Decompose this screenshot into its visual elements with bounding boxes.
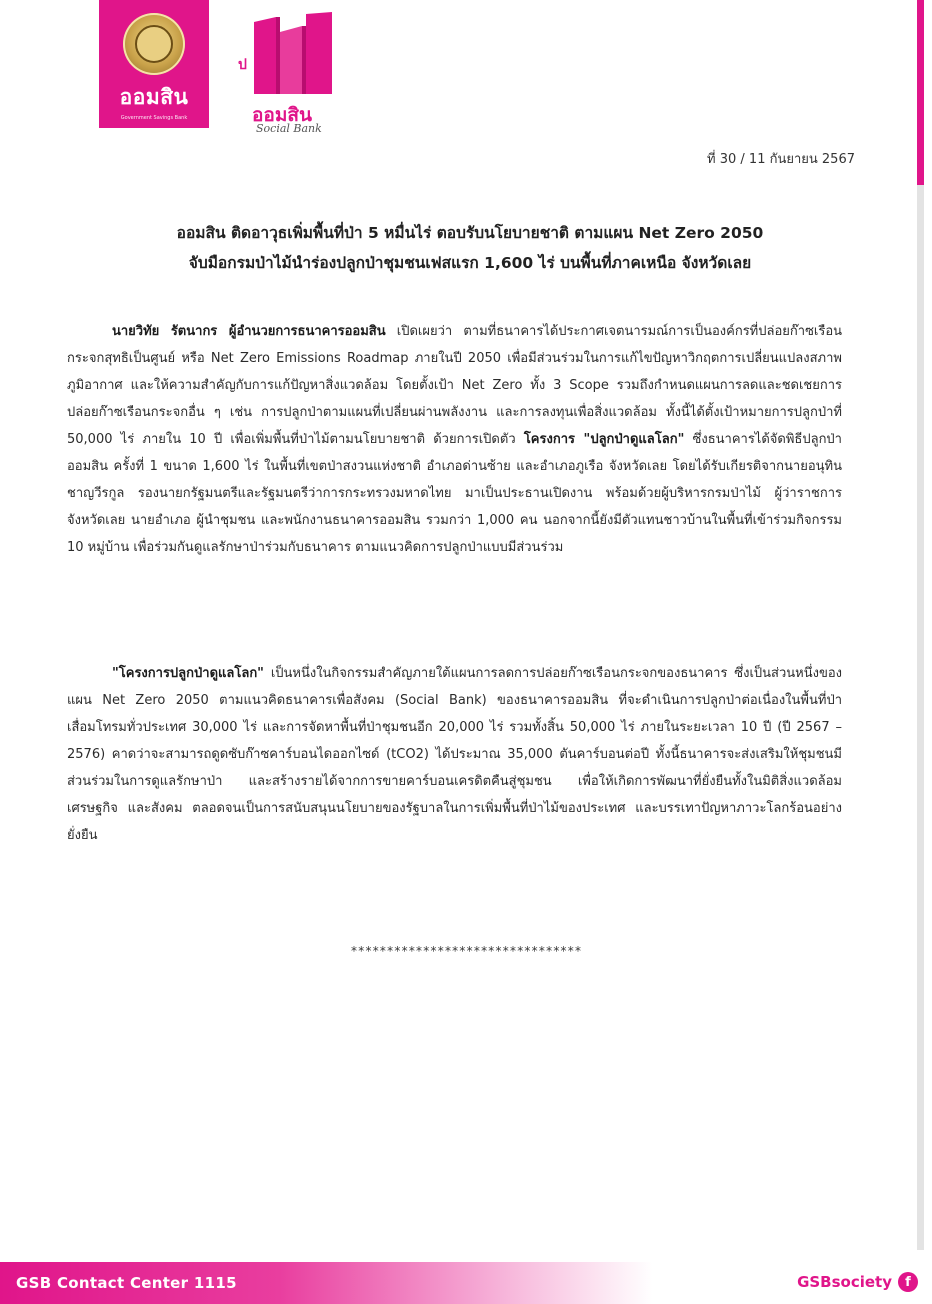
logo-wordmark: ออมสิน <box>119 85 189 109</box>
social-handle-text: GSBsociety <box>797 1273 892 1291</box>
social-bank-mark-icon <box>236 12 346 102</box>
project-name: โครงการ "ปลูกป่าดูแลโลก" <box>523 432 685 447</box>
body-paragraph-2 <box>67 660 842 849</box>
social-handle[interactable] <box>797 1272 918 1292</box>
social-logo-mark: ป <box>238 57 247 73</box>
end-separator: ******************************** <box>350 944 582 958</box>
gsb-logo <box>99 0 209 128</box>
royal-seal-icon <box>123 13 185 75</box>
edge-divider-bar <box>917 185 924 1250</box>
paragraph-text-2: เป็นหนึ่งในกิจกรรมสำคัญภายใต้แผนการลดการปล่อยก๊าซเรือนกระจกของธนาคาร ซึ่งเป็นส่วนหนึ่งของแผน Net Zero 2050 ตามแนวคิดธนาคารเพื่อสังคม (Social Bank) ของธนาคารออมสิน ที่จะดำเนินการปลูกป่าต่อเนื่องในพื้นที่ป่าเสื่อมโทรมทั่วประเทศ 30,000 ไร่ และการจัดหาพื้นที่ป่าชุมชนอีก 20,000 ไร่ รวมทั้งสิ้น 50,000 ไร่ ภายในระยะเวลา 10 ปี (ปี 2567 – 2576) คาดว่าจะสามารถดูดซับก๊าซคาร์บอนไดออกไซด์ (tCO2) ได้ประมาณ 35,000 ตันคาร์บอนต่อปี ทั้งนี้ธนาคารจะส่งเสริมให้ชุมชนมีส่วนร่วมในการดูแลรักษาป่า และสร้างรายได้จากการขายคาร์บอนเครดิตคืนสู่ชุมชน เพื่อให้เกิดการพัฒนาที่ยั่งยืนทั้งในมิติสิ่งแวดล้อม เศรษฐกิจ และสังคม ตลอดจนเป็นการสนับสนุนนโยบายของรัฐบาลในการเพิ่มพื้นที่ป่าไม้ของประเทศ และบรรเทาปัญหาภาวะโลกร้อนอย่างยั่งยืน <box>67 666 842 843</box>
footer-bar <box>0 1262 932 1304</box>
social-logo-script: Social Bank <box>256 122 322 135</box>
social-bank-logo <box>236 12 346 137</box>
facebook-icon[interactable]: f <box>898 1272 918 1292</box>
social-logo-wordmark: ออมสิน <box>252 104 312 126</box>
paragraph-text-cont: ซึ่งธนาคารได้จัดพิธีปลูกป่าออมสิน ครั้งที่ 1 ขนาด 1,600 ไร่ ในพื้นที่เขตป่าสงวนแห่งชาติ อำเภอด่านซ้าย และอำเภอภูเรือ จังหวัดเลย โดยได้รับเกียรติจากนายอนุทิน ชาญวีรกูล รองนายกรัฐมนตรีและรัฐมนตรีว่าการกระทรวงมหาดไทย มาเป็นประธานเปิดงาน พร้อมด้วยผู้บริหารกรมป่าไม้ ผู้ว่าราชการจังหวัดเลย นายอำเภอ ผู้นำชุมชน และพนักงานธนาคารออมสิน รวมกว่า 1,000 คน นอกจากนี้ยังมีตัวแทนชาวบ้านในพื้นที่เข้าร่วมกิจกรรม 10 หมู่บ้าน เพื่อร่วมกันดูแลรักษาป่าร่วมกับธนาคาร ตามแนวคิดการปลูกป่าแบบมีส่วนร่วม <box>67 432 842 555</box>
document-title <box>100 218 840 278</box>
paragraph-lead-name: นายวิทัย รัตนากร ผู้อำนวยการธนาคารออมสิน <box>112 324 386 339</box>
project-name-2: "โครงการปลูกป่าดูแลโลก" <box>112 666 264 681</box>
title-line-1: ออมสิน ติดอาวุธเพิ่มพื้นที่ป่า 5 หมื่นไร่ ตอบรับนโยบายชาติ ตามแผน Net Zero 2050 <box>176 224 764 242</box>
contact-center-label: GSB Contact Center 1115 <box>16 1274 237 1292</box>
document-date: ที่ 30 / 11 กันยายน 2567 <box>707 152 855 167</box>
logo-subtitle: Government Savings Bank <box>120 115 188 121</box>
paragraph-text: เปิดเผยว่า ตามที่ธนาคารได้ประกาศเจตนารมณ์การเป็นองค์กรที่ปล่อยก๊าซเรือนกระจกสุทธิเป็นศูนย์ หรือ Net Zero Emissions Roadmap ภายในปี 2050 เพื่อมีส่วนร่วมในการแก้ไขปัญหาวิกฤตการเปลี่ยนแปลงสภาพภูมิอากาศ และให้ความสำคัญกับการแก้ปัญหาสิ่งแวดล้อม โดยตั้งเป้า Net Zero ทั้ง 3 Scope รวมถึงกำหนดแผนการลดและชดเชยการปล่อยก๊าซเรือนกระจกอื่น ๆ เช่น การปลูกป่าตามแผนที่เปลี่ยนผ่านพลังงาน และการลงทุนเพื่อสิ่งแวดล้อม ทั้งนี้ได้ตั้งเป้าหมายการปลูกป่าที่ 50,000 ไร่ ภายใน 10 ปี เพื่อเพิ่มพื้นที่ป่าไม้ตามนโยบายชาติ ด้วยการเปิดตัว <box>67 324 843 447</box>
title-line-2: จับมือกรมป่าไม้นำร่องปลูกป่าชุมชนเฟสแรก 1,600 ไร่ บนพื้นที่ภาคเหนือ จังหวัดเลย <box>188 254 752 272</box>
edge-accent-bar <box>917 0 924 185</box>
body-paragraph-1 <box>67 318 842 561</box>
